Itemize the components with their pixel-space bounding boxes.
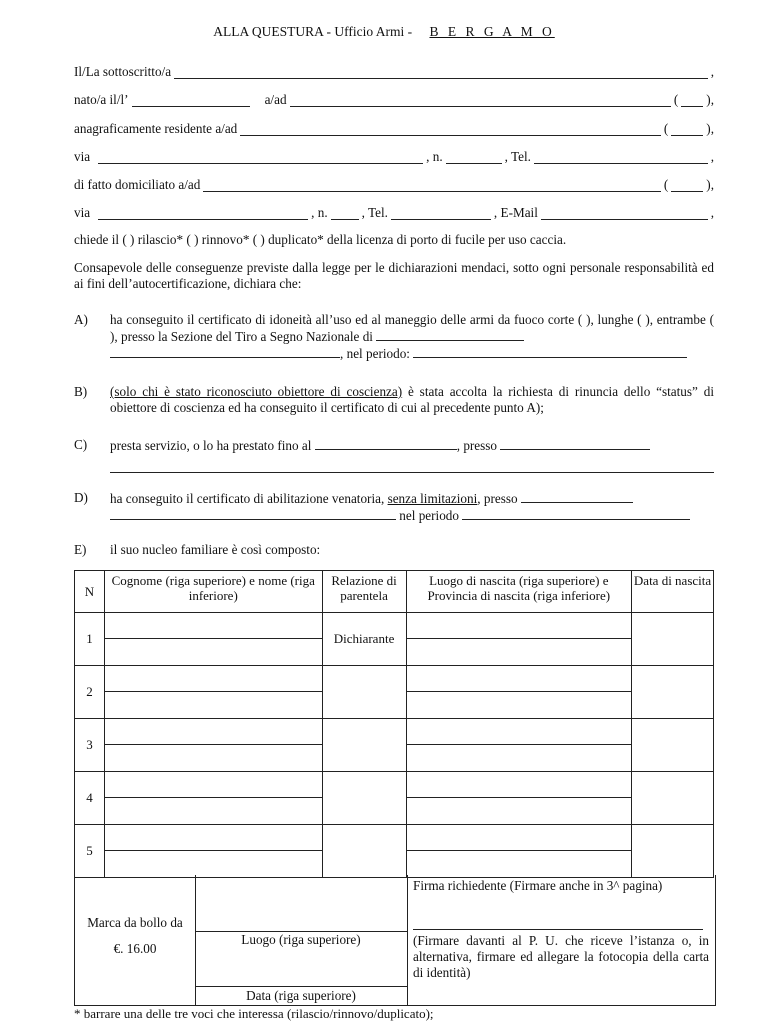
dichiarante-label: Dichiarante: [333, 631, 395, 646]
header-n: N: [75, 571, 105, 613]
field-domicilio[interactable]: [203, 178, 661, 192]
row-via-domicilio: [74, 205, 714, 220]
table-row: [75, 666, 714, 719]
item-b-label: B): [74, 384, 88, 399]
cell-luogo[interactable]: [406, 666, 632, 719]
firma-box: [407, 875, 715, 1005]
paren-close: ),: [706, 121, 714, 136]
label-residente: anagraficamente residente a/ad: [74, 121, 238, 136]
field-tel-domicilio[interactable]: [391, 206, 491, 220]
field-sezione-tsn-2[interactable]: [110, 345, 340, 358]
row-number: 4: [75, 772, 105, 825]
cell-data[interactable]: [632, 825, 714, 878]
paren-open: (: [663, 177, 669, 192]
field-servizio-presso-2[interactable]: [110, 460, 714, 473]
field-civico[interactable]: [446, 150, 502, 164]
cell-data[interactable]: [632, 666, 714, 719]
field-prov-residenza[interactable]: [671, 122, 703, 136]
table-row: [75, 825, 714, 878]
item-c: [74, 437, 714, 473]
item-d: [74, 490, 714, 524]
firma-label: Firma richiedente (Firmare anche in 3^ pagina): [413, 878, 663, 893]
item-d-periodo-label: nel periodo: [399, 508, 459, 523]
label-via: via: [74, 149, 91, 164]
field-via-domicilio[interactable]: [98, 206, 308, 220]
label-tel: , Tel.: [361, 205, 388, 220]
cell-luogo[interactable]: [406, 825, 632, 878]
label-domiciliato: di fatto domiciliato a/ad: [74, 177, 201, 192]
comma: ,: [710, 205, 714, 220]
field-luogo[interactable]: [195, 875, 407, 932]
field-sottoscritto[interactable]: [174, 65, 708, 79]
luogo-data-box: [195, 875, 408, 1005]
comma: ,: [710, 64, 714, 79]
item-d-text: ha conseguito il certificato di abilitazione venatoria,: [110, 491, 388, 506]
cell-nome[interactable]: [104, 719, 322, 772]
field-abilitazione-presso-2[interactable]: [110, 507, 396, 520]
field-servizio-fino[interactable]: [315, 437, 457, 450]
office-label: ALLA QUESTURA - Ufficio Armi -: [213, 24, 413, 39]
form-title: [0, 24, 768, 40]
marca-importo: €. 16.00: [113, 941, 157, 956]
label-aad: a/ad: [264, 92, 287, 107]
header-nome: Cognome (riga superiore) e nome (riga inferiore): [104, 571, 322, 613]
field-servizio-presso[interactable]: [500, 437, 650, 450]
cell-data[interactable]: [632, 772, 714, 825]
footnote: * barrare una delle tre voci che interessa (rilascio/rinnovo/duplicato);: [74, 1006, 434, 1021]
row-number: 3: [75, 719, 105, 772]
field-residenza[interactable]: [240, 122, 661, 136]
row-via: [74, 149, 714, 164]
field-prov-domicilio[interactable]: [671, 178, 703, 192]
header-luogo: Luogo di nascita (riga superiore) e Provincia di nascita (riga inferiore): [406, 571, 632, 613]
field-via[interactable]: [98, 150, 423, 164]
item-d-presso-label: , presso: [477, 491, 518, 506]
field-periodo-d[interactable]: [462, 507, 690, 520]
item-d-label: D): [74, 490, 88, 505]
field-luogo-nascita[interactable]: [290, 93, 671, 107]
cell-relazione[interactable]: [322, 772, 406, 825]
item-a-label: A): [74, 312, 88, 327]
item-c-text: presta servizio, o lo ha prestato fino al: [110, 438, 312, 453]
item-d-underlined: senza limitazioni: [387, 491, 478, 506]
data-label: Data (riga superiore): [246, 988, 356, 1003]
label-nato: nato/a il/l’: [74, 92, 129, 107]
field-sezione-tsn[interactable]: [376, 328, 524, 341]
luogo-label: Luogo (riga superiore): [241, 932, 361, 947]
cell-data[interactable]: [632, 719, 714, 772]
table-row: [75, 613, 714, 666]
item-e-label: E): [74, 542, 87, 557]
paren-open: (: [663, 121, 669, 136]
marca-label: Marca da bollo da: [87, 915, 183, 930]
marca-bollo-box: [75, 875, 196, 1005]
field-tel[interactable]: [534, 150, 708, 164]
paren-close: ),: [706, 92, 714, 107]
field-data-nascita[interactable]: [132, 93, 250, 107]
row-domiciliato: [74, 177, 714, 192]
chiede-line: chiede il ( ) rilascio* ( ) rinnovo* ( ) duplicato* della licenza di porto di fucile per uso caccia.: [74, 232, 567, 247]
item-b-text: è stata accolta la richiesta di rinuncia dello “status” di obiettore di coscienza ed ha conseguito il certificato di cui al precedente punto A);: [110, 384, 714, 415]
firma-note: (Firmare davanti al P. U. che riceve l’istanza o, in alternativa, firmare ed allegare la fotocopia della carta di identità): [413, 933, 709, 980]
item-a: [74, 312, 714, 362]
cell-data[interactable]: [632, 613, 714, 666]
field-data[interactable]: [195, 951, 407, 987]
item-e-text: il suo nucleo familiare è così composto:: [110, 542, 321, 557]
row-nato: [74, 92, 714, 107]
item-a-periodo-label: , nel periodo:: [340, 346, 410, 361]
label-sottoscritto: Il/La sottoscritto/a: [74, 64, 172, 79]
item-c-presso-label: , presso: [456, 438, 498, 453]
cell-relazione[interactable]: [322, 719, 406, 772]
consapevole-paragraph: Consapevole delle conseguenze previste dalla legge per le dichiarazioni mendaci, sotto ogni personale responsabilità ed ai fini dell’autocertificazione, dichiara che:: [74, 260, 714, 291]
field-abilitazione-presso[interactable]: [521, 490, 633, 503]
item-a-text: ha conseguito il certificato di idoneità all’uso ed al maneggio delle armi da fuoco corte ( ), lunghe ( ), entrambe ( ), presso la Sezione del Tiro a Segno Nazionale di: [110, 312, 714, 344]
cell-luogo[interactable]: [406, 613, 632, 666]
field-prov-nascita[interactable]: [681, 93, 703, 107]
item-c-label: C): [74, 437, 88, 452]
paren-open: (: [673, 92, 679, 107]
cell-luogo[interactable]: [406, 719, 632, 772]
label-n: , n.: [311, 205, 328, 220]
label-n: , n.: [426, 149, 443, 164]
paren-close: ),: [706, 177, 714, 192]
label-via: via: [74, 205, 91, 220]
cell-nome[interactable]: [104, 772, 322, 825]
cell-nome[interactable]: [104, 825, 322, 878]
field-firma[interactable]: [413, 929, 703, 930]
item-b: [74, 384, 714, 416]
field-periodo-a[interactable]: [413, 345, 687, 358]
row-number: 5: [75, 825, 105, 878]
row-number: 1: [75, 613, 105, 666]
cell-relazione: [322, 613, 406, 666]
city-label: B E R G A M O: [429, 24, 555, 39]
item-b-underlined: (solo chi è stato riconosciuto obiettore di coscienza): [110, 384, 403, 399]
cell-luogo[interactable]: [406, 772, 632, 825]
family-table: [74, 570, 714, 878]
row-residente: [74, 121, 714, 136]
label-tel: , Tel.: [504, 149, 531, 164]
cell-relazione[interactable]: [322, 825, 406, 878]
field-civico-domicilio[interactable]: [331, 206, 359, 220]
table-row: [75, 719, 714, 772]
item-e: [74, 542, 714, 558]
label-email: , E-Mail: [493, 205, 538, 220]
cell-nome[interactable]: [104, 666, 322, 719]
cell-relazione[interactable]: [322, 666, 406, 719]
comma: ,: [710, 149, 714, 164]
field-email[interactable]: [541, 206, 708, 220]
table-row: [75, 772, 714, 825]
row-number: 2: [75, 666, 105, 719]
header-relazione: Relazione di parentela: [322, 571, 406, 613]
header-data: Data di nascita: [632, 571, 714, 613]
cell-nome[interactable]: [104, 613, 322, 666]
row-sottoscritto: [74, 64, 714, 79]
signature-section: [74, 875, 716, 1006]
table-header-row: [75, 571, 714, 613]
